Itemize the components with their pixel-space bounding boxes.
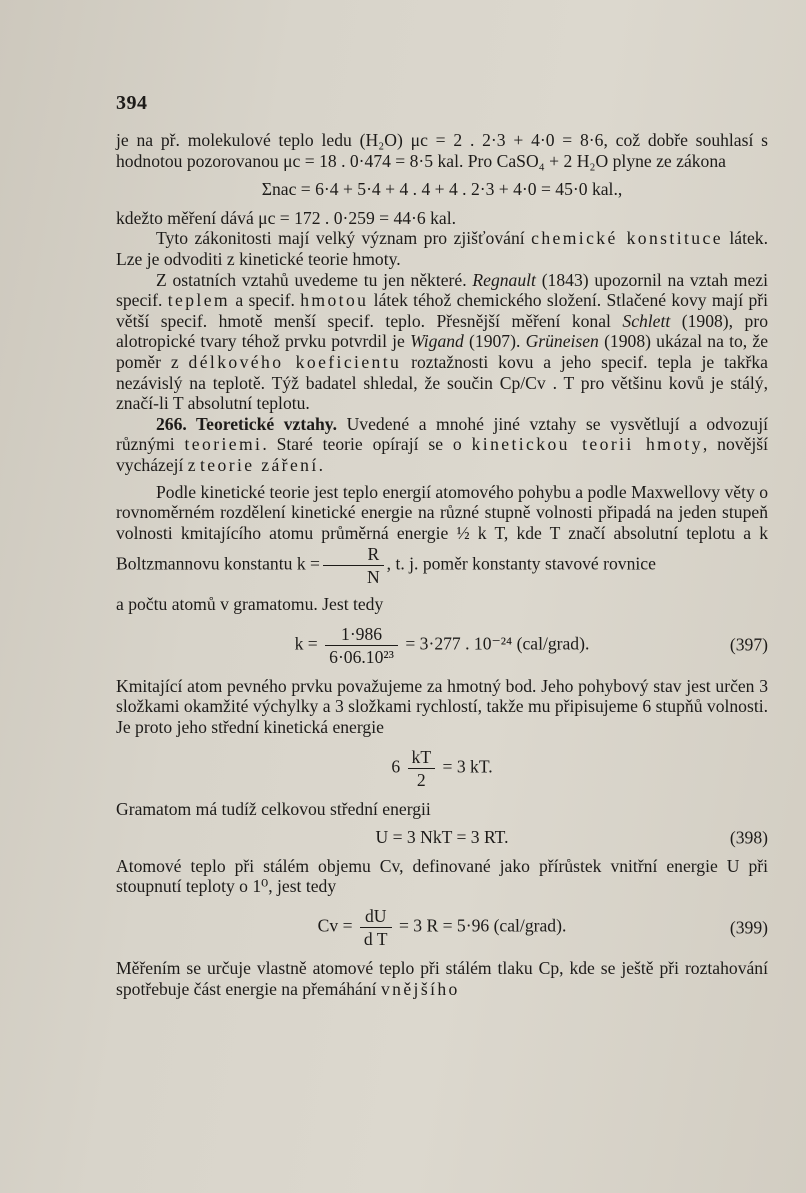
- text-run: .: [318, 454, 324, 475]
- equation-397: [116, 623, 768, 668]
- equation-fraction: [360, 905, 392, 950]
- author-name: Wigand: [410, 331, 464, 352]
- author-name: Grüneisen: [525, 331, 599, 352]
- text-run: Měřením se určuje vlastně atomové teplo při stálém tlaku Cp, kde se ještě při roztahování spotřebuje část energie na přemáhání: [116, 958, 768, 999]
- text-run: a specif.: [230, 290, 301, 311]
- inline-fraction: [323, 543, 384, 588]
- text-run: látek téhož chemického složení. Stlačené kovy mají při větší specif. hmotě menší specif. teplo. Přesnější měření konal: [116, 290, 768, 331]
- paragraph-5: [116, 414, 768, 476]
- fraction-denominator: 6·06.10²³: [329, 646, 394, 667]
- text-run: Podle kinetické teorie jest teplo energií atomového pohybu a podle Maxwellovy věty o rovnoměrném rozdělení kinetické energie na různé stupně volnosti připadá na jeden stupeň volnosti kmitajícího atomu průměrná energie ½ k T, kde T značí absolutní teplotu a k Boltzmannovu konstantu: [116, 481, 768, 574]
- equation-fraction: [325, 623, 398, 668]
- equation-rhs: = 3·277 . 10⁻²⁴ (cal/grad).: [405, 633, 590, 654]
- equation-398: [116, 827, 768, 848]
- paragraph-2: kdežto měření dává μc = 172 . 0·259 = 44·6 kal.: [116, 207, 457, 228]
- spaced-term: teoriemi: [184, 434, 263, 455]
- fraction-numerator: R: [323, 543, 384, 566]
- text-run: (1907).: [463, 331, 526, 352]
- author-name: Regnault: [472, 269, 536, 290]
- spaced-term: chemické konstituce: [531, 228, 723, 249]
- text-run: . Staré teorie opírají se o: [262, 434, 472, 455]
- paragraph-9: Gramatom má tudíž celkovou střední energii: [116, 798, 431, 819]
- equation-number: (397): [729, 635, 768, 656]
- equation-rhs: = 3 kT.: [442, 756, 493, 777]
- equation-fraction: [408, 746, 436, 791]
- equation-399: [116, 905, 768, 950]
- spaced-term: teplem: [167, 290, 231, 311]
- text-run: , novější vycházejí z: [116, 434, 769, 475]
- paragraph-1: je na př. molekulové teplo ledu (H₂O) μc = 2 . 2·3 + 4·0 = 8·6, což dobře souhlasí s hodnotou pozorovanou μc = 18 . 0·474 = 8·5 kal. Pro CaSO₄ + 2 H₂O plyne ze zákona: [116, 130, 768, 171]
- inline-formula-lhs: k =: [296, 553, 320, 574]
- page-number: 394: [116, 92, 148, 114]
- equation-lhs: 6: [391, 756, 401, 777]
- paragraph-6: [116, 482, 768, 589]
- fraction-denominator: N: [366, 567, 380, 588]
- text-run: (1908) ukázal na to, že poměr z: [116, 331, 768, 372]
- page-body: [116, 130, 768, 999]
- equation-text: U = 3 NkT = 3 RT.: [375, 827, 509, 848]
- text-run: Uvedené a mnohé jiné vztahy se vysvětlují a odvozují různými: [116, 413, 769, 455]
- text-run: (1843) upozornil na vztah mezi specif.: [116, 269, 768, 311]
- text-run: látek. Lze je odvoditi z kinetické teorie hmoty.: [116, 228, 768, 269]
- fraction-denominator: d T: [363, 929, 388, 950]
- spaced-term: hmotou: [300, 290, 369, 311]
- spaced-term: kinetickou teorii hmoty: [471, 434, 703, 455]
- equation-rhs: = 3 R = 5·96 (cal/grad).: [398, 915, 567, 936]
- equation-number: (399): [729, 917, 768, 938]
- fraction-numerator: dU: [360, 905, 392, 928]
- equation-sum-text: Σnac = 6·4 + 5·4 + 4 . 4 + 4 . 2·3 + 4·0 = 45·0 kal.,: [261, 179, 623, 200]
- paragraph-8: Kmitající atom pevného prvku považujeme za hmotný bod. Jeho pohybový stav jest určen 3 složkami okamžité výchylky a 3 složkami rychlostí, takže mu připisujeme 6 stupňů volnosti. Je proto jeho střední kinetická energie: [116, 675, 768, 738]
- text-run: Z ostatních vztahů uvedeme tu jen některé.: [156, 269, 473, 290]
- equation-lhs: k =: [294, 633, 318, 654]
- section-title: 266. Teoretické vztahy.: [156, 413, 338, 434]
- spaced-term: vnějšího: [380, 978, 460, 999]
- text-run: Tyto zákonitosti mají velký význam pro zjišťování: [156, 228, 532, 249]
- text-run: roztažnosti kovu a jeho specif. tepla je takřka nezávislý na teplotě. Týž badatel shledal, že součin Cp/Cv . T pro většinu kovů je stálý, značí-li T absolutní teplotu.: [116, 351, 768, 414]
- fraction-numerator: kT: [408, 746, 436, 769]
- paragraph-7: a počtu atomů v gramatomu. Jest tedy: [116, 594, 384, 615]
- spaced-term: délkového koeficientu: [188, 351, 402, 372]
- fraction-denominator: 2: [416, 769, 426, 790]
- equation-sum: [116, 179, 768, 200]
- paragraph-3: [116, 228, 768, 269]
- text-run: (1908), pro alotropické tvary téhož prvku potvrdil je: [116, 310, 768, 352]
- spaced-term: teorie záření: [200, 454, 319, 475]
- paragraph-4: [116, 270, 768, 414]
- paragraph-11: [116, 958, 768, 999]
- author-name: Schlett: [622, 310, 671, 331]
- fraction-numerator: 1·986: [325, 623, 398, 646]
- equation-lhs: Cv =: [317, 915, 353, 936]
- equation-number: (398): [729, 827, 768, 848]
- paragraph-10: Atomové teplo při stálém objemu Cv, definované jako přírůstek vnitřní energie U při stoupnutí teploty o 1⁰, jest tedy: [116, 855, 768, 897]
- text-run: , t. j. poměr konstanty stavové rovnice: [386, 553, 656, 574]
- equation-energy: [116, 746, 768, 791]
